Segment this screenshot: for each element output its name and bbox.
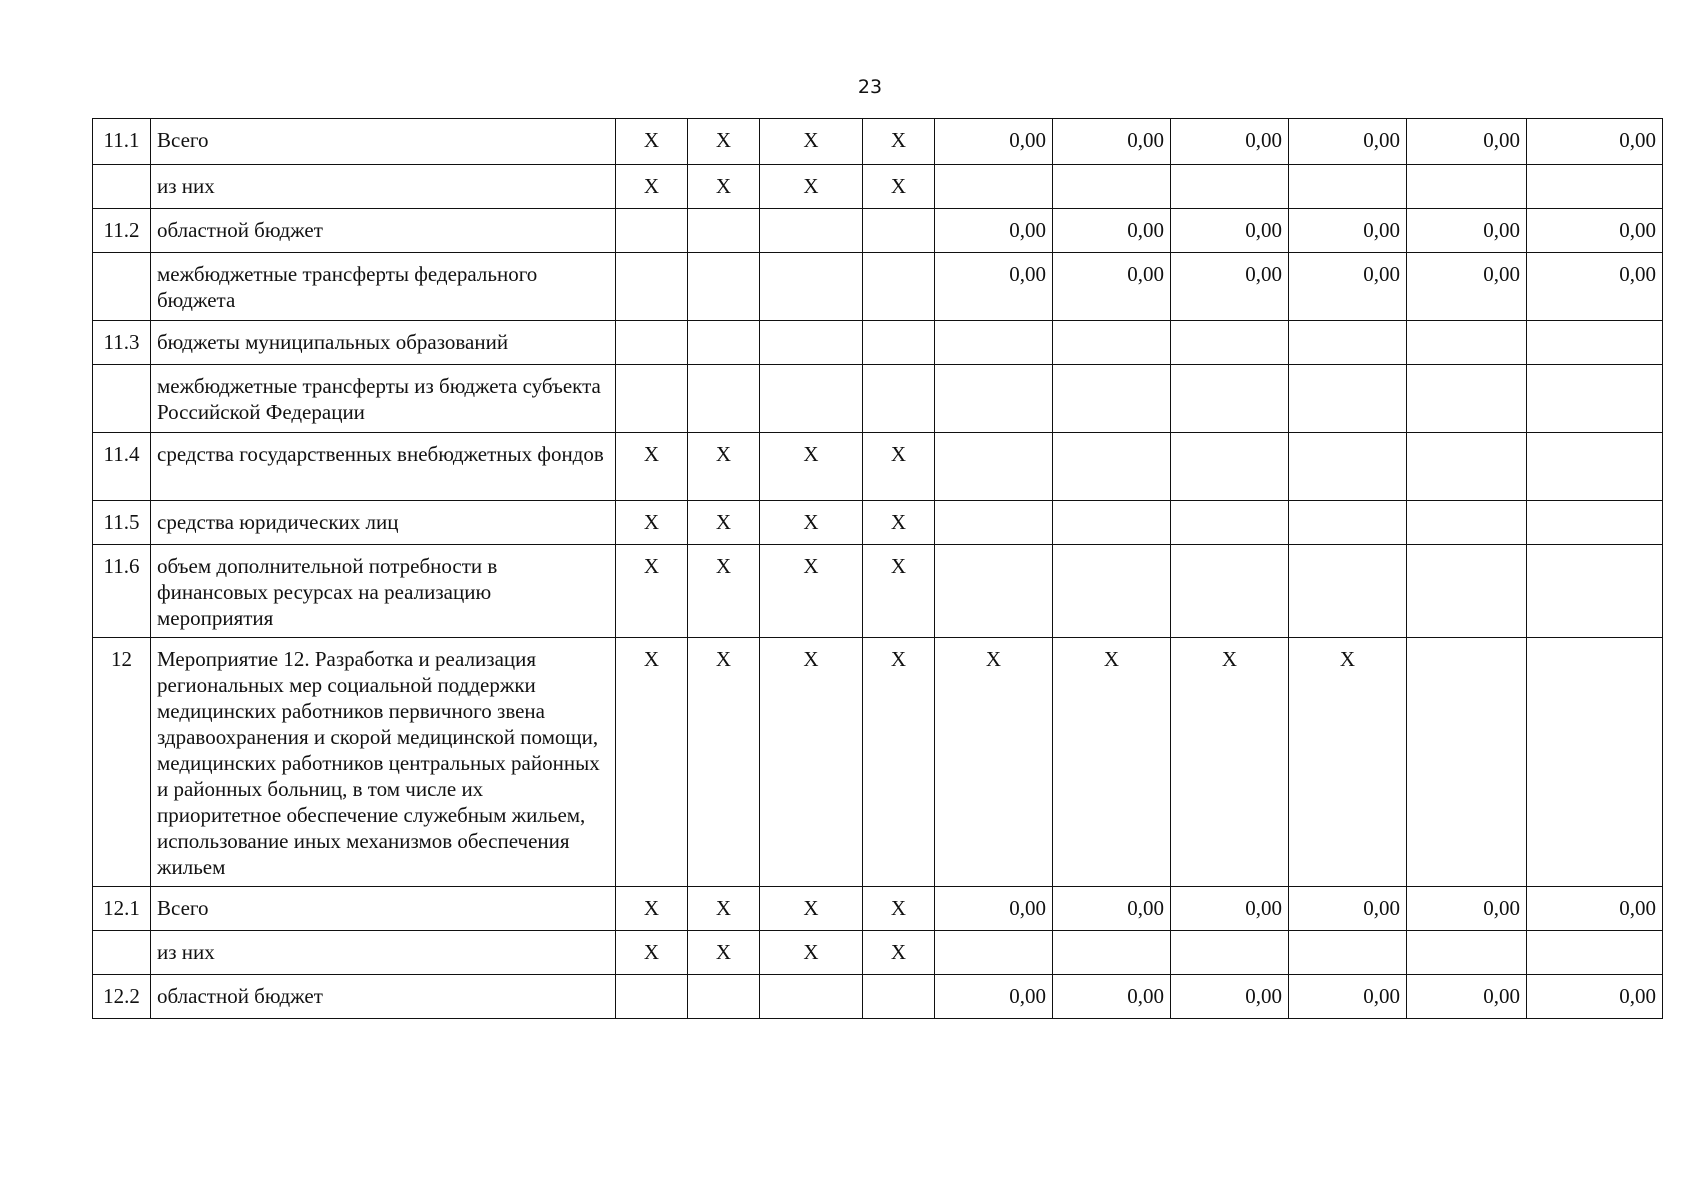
table-row [93,433,1663,501]
value-cell: 0,00 [1407,975,1527,1019]
value-cell: 0,00 [1407,119,1527,165]
mark-cell: X [616,931,688,975]
row-name: межбюджетные трансферты из бюджета субъекта Российской Федерации [151,365,616,433]
mark-cell [760,975,863,1019]
value-cell [1407,931,1527,975]
mark-cell: X [616,119,688,165]
value-cell [935,321,1053,365]
value-cell [935,433,1053,501]
value-cell: 0,00 [1407,253,1527,321]
row-name: бюджеты муниципальных образований [151,321,616,365]
value-cell [935,931,1053,975]
table-row [93,887,1663,931]
value-cell [1289,365,1407,433]
row-number [93,365,151,433]
mark-cell: X [863,638,935,887]
mark-cell [616,975,688,1019]
value-cell: X [1053,638,1171,887]
value-cell: 0,00 [1289,119,1407,165]
mark-cell: X [760,545,863,638]
mark-cell [616,209,688,253]
row-number: 11.5 [93,501,151,545]
value-cell [1407,321,1527,365]
mark-cell: X [760,887,863,931]
table-row [93,545,1663,638]
row-name: областной бюджет [151,975,616,1019]
value-cell [1171,433,1289,501]
row-name: межбюджетные трансферты федерального бюджета [151,253,616,321]
mark-cell: X [863,165,935,209]
mark-cell: X [760,119,863,165]
row-name: из них [151,165,616,209]
value-cell [1171,365,1289,433]
mark-cell: X [760,165,863,209]
value-cell: 0,00 [1053,887,1171,931]
value-cell [1053,321,1171,365]
value-cell: 0,00 [1407,209,1527,253]
mark-cell [616,253,688,321]
table-row [93,321,1663,365]
mark-cell: X [688,887,760,931]
value-cell: 0,00 [1289,253,1407,321]
mark-cell [688,975,760,1019]
table-row [93,165,1663,209]
value-cell [1527,931,1663,975]
value-cell: 0,00 [1527,119,1663,165]
value-cell: 0,00 [1171,253,1289,321]
row-number [93,931,151,975]
value-cell [1407,165,1527,209]
value-cell: 0,00 [935,119,1053,165]
value-cell [1527,638,1663,887]
row-name: объем дополнительной потребности в финансовых ресурсах на реализацию мероприятия [151,545,616,638]
row-name: средства государственных внебюджетных фондов [151,433,616,501]
mark-cell [863,975,935,1019]
value-cell [1053,365,1171,433]
value-cell [1171,165,1289,209]
value-cell: X [1289,638,1407,887]
value-cell: 0,00 [935,253,1053,321]
mark-cell: X [688,119,760,165]
value-cell: 0,00 [1527,209,1663,253]
value-cell [1289,501,1407,545]
value-cell: X [935,638,1053,887]
row-number: 11.6 [93,545,151,638]
mark-cell: X [863,119,935,165]
value-cell: 0,00 [935,975,1053,1019]
row-number: 12 [93,638,151,887]
mark-cell: X [688,501,760,545]
mark-cell [863,253,935,321]
row-number: 12.2 [93,975,151,1019]
mark-cell: X [688,545,760,638]
mark-cell: X [863,887,935,931]
table-body [93,119,1663,1019]
value-cell: 0,00 [1053,209,1171,253]
value-cell [1527,321,1663,365]
value-cell: 0,00 [1289,887,1407,931]
mark-cell [760,253,863,321]
mark-cell: X [863,931,935,975]
mark-cell: X [688,433,760,501]
value-cell [1171,931,1289,975]
value-cell [1053,545,1171,638]
value-cell [1289,433,1407,501]
value-cell: 0,00 [1289,975,1407,1019]
mark-cell: X [616,638,688,887]
mark-cell: X [760,931,863,975]
value-cell [1053,501,1171,545]
value-cell [1407,545,1527,638]
mark-cell: X [616,501,688,545]
mark-cell: X [760,638,863,887]
value-cell [1527,433,1663,501]
row-name: Мероприятие 12. Разработка и реализация региональных мер социальной поддержки медицинских работников первичного звена здравоохранения и скорой медицинской помощи, медицинских работников центральных районных и районных больниц, в том числе их приоритетное обеспечение служебным жильем, использование иных механизмов обеспечения жильем [151,638,616,887]
mark-cell [760,365,863,433]
row-number: 11.3 [93,321,151,365]
mark-cell [688,365,760,433]
value-cell: 0,00 [1527,887,1663,931]
row-name: областной бюджет [151,209,616,253]
row-name: из них [151,931,616,975]
row-name: Всего [151,887,616,931]
mark-cell: X [760,501,863,545]
mark-cell: X [688,931,760,975]
mark-cell [616,365,688,433]
mark-cell: X [616,165,688,209]
table-row [93,975,1663,1019]
value-cell: 0,00 [1053,253,1171,321]
value-cell [1289,931,1407,975]
row-number: 12.1 [93,887,151,931]
table-row [93,365,1663,433]
value-cell: 0,00 [1171,887,1289,931]
value-cell [1407,365,1527,433]
mark-cell: X [760,433,863,501]
value-cell: 0,00 [1053,975,1171,1019]
mark-cell [688,209,760,253]
mark-cell [863,321,935,365]
mark-cell [760,209,863,253]
mark-cell: X [616,887,688,931]
value-cell [935,365,1053,433]
mark-cell: X [863,545,935,638]
mark-cell: X [688,638,760,887]
value-cell [1053,165,1171,209]
mark-cell: X [863,433,935,501]
mark-cell [616,321,688,365]
table-row [93,253,1663,321]
mark-cell [863,209,935,253]
row-number [93,253,151,321]
value-cell: 0,00 [1289,209,1407,253]
value-cell: 0,00 [1407,887,1527,931]
value-cell: X [1171,638,1289,887]
budget-table [92,118,1663,1019]
table-row [93,119,1663,165]
value-cell [1289,545,1407,638]
mark-cell: X [863,501,935,545]
value-cell [1407,433,1527,501]
mark-cell: X [616,545,688,638]
value-cell [1289,165,1407,209]
table-row [93,501,1663,545]
table-row [93,931,1663,975]
value-cell [1053,931,1171,975]
value-cell [1407,501,1527,545]
mark-cell [688,321,760,365]
table-row [93,209,1663,253]
row-number: 11.1 [93,119,151,165]
row-number: 11.4 [93,433,151,501]
value-cell: 0,00 [1171,119,1289,165]
value-cell [1053,433,1171,501]
value-cell [1171,501,1289,545]
value-cell: 0,00 [1171,975,1289,1019]
value-cell: 0,00 [1053,119,1171,165]
value-cell [1171,545,1289,638]
table-row [93,638,1663,887]
row-name: Всего [151,119,616,165]
mark-cell: X [616,433,688,501]
mark-cell: X [688,165,760,209]
value-cell: 0,00 [1527,975,1663,1019]
value-cell [935,545,1053,638]
value-cell: 0,00 [1527,253,1663,321]
value-cell [1527,501,1663,545]
value-cell: 0,00 [935,209,1053,253]
value-cell: 0,00 [935,887,1053,931]
row-number: 11.2 [93,209,151,253]
value-cell [1527,365,1663,433]
value-cell: 0,00 [1171,209,1289,253]
mark-cell [760,321,863,365]
value-cell [1527,165,1663,209]
row-name: средства юридических лиц [151,501,616,545]
mark-cell [863,365,935,433]
mark-cell [688,253,760,321]
value-cell [935,501,1053,545]
value-cell [935,165,1053,209]
value-cell [1527,545,1663,638]
value-cell [1407,638,1527,887]
value-cell [1289,321,1407,365]
page-number: 23 [857,76,883,98]
row-number [93,165,151,209]
value-cell [1171,321,1289,365]
